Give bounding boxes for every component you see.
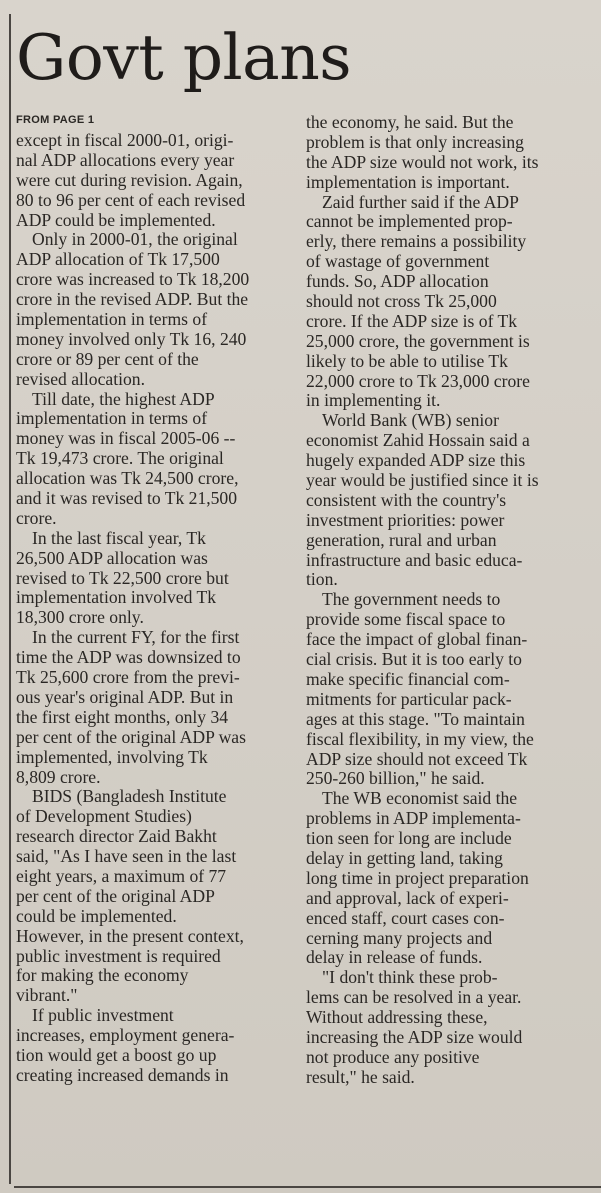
- text-line: face the impact of global finan-: [306, 629, 528, 650]
- text-line: provide some fiscal space to: [306, 609, 506, 630]
- text-line: year would be justified since it is: [306, 470, 539, 491]
- text-line: 22,000 crore to Tk 23,000 crore: [306, 370, 530, 391]
- text-line: the ADP size would not work, its: [306, 151, 539, 172]
- text-line: of wastage of government: [306, 251, 490, 272]
- text-line: BIDS (Bangladesh Institute: [32, 786, 227, 807]
- text-line: per cent of the original ADP: [16, 885, 215, 906]
- text-line: mitments for particular pack-: [306, 688, 512, 709]
- text-line: problem is that only increasing: [306, 131, 524, 152]
- text-line: result," he said.: [306, 1066, 415, 1087]
- text-line: fiscal flexibility, in my view, the: [306, 728, 534, 749]
- text-line: ADP allocation of Tk 17,500: [16, 249, 220, 270]
- text-line: could be implemented.: [16, 905, 177, 926]
- text-line: infrastructure and basic educa-: [306, 549, 523, 570]
- text-line: The WB economist said the: [322, 788, 518, 809]
- text-line: problems in ADP implementa-: [306, 808, 521, 829]
- text-line: 250-260 billion," he said.: [306, 768, 485, 789]
- text-line: In the current FY, for the first: [32, 627, 240, 648]
- text-line: of Development Studies): [16, 806, 192, 827]
- text-line: per cent of the original ADP was: [16, 726, 246, 747]
- kicker-from-page: FROM PAGE 1: [16, 114, 95, 126]
- text-line: make specific financial com-: [306, 668, 510, 689]
- text-line: delay in getting land, taking: [306, 847, 503, 868]
- text-line: implementation in terms of: [16, 309, 208, 330]
- text-line: and approval, lack of experi-: [306, 887, 509, 908]
- text-line: 80 to 96 per cent of each revised: [16, 189, 246, 210]
- text-line: 25,000 crore, the government is: [306, 330, 530, 351]
- text-line: in implementing it.: [306, 390, 441, 411]
- text-line: hugely expanded ADP size this: [306, 450, 526, 471]
- text-line: The government needs to: [322, 589, 501, 610]
- text-line: implementation involved Tk: [16, 587, 217, 608]
- text-line: tion seen for long are include: [306, 828, 512, 849]
- text-line: the first eight months, only 34: [16, 706, 229, 727]
- text-line: generation, rural and urban: [306, 529, 497, 550]
- text-line: Only in 2000-01, the original: [32, 229, 238, 250]
- text-line: implementation in terms of: [16, 408, 208, 429]
- text-line: crore. If the ADP size is of Tk: [306, 310, 518, 331]
- text-line: cerning many projects and: [306, 927, 493, 948]
- text-line: cial crisis. But it is too early to: [306, 649, 522, 670]
- text-line: 18,300 crore only.: [16, 607, 144, 628]
- text-line: ADP size should not exceed Tk: [306, 748, 528, 769]
- text-line: crore or 89 per cent of the: [16, 348, 199, 369]
- text-line: In the last fiscal year, Tk: [32, 527, 206, 548]
- text-line: World Bank (WB) senior: [322, 410, 499, 431]
- text-line: ages at this stage. "To maintain: [306, 708, 525, 729]
- text-line: 26,500 ADP allocation was: [16, 547, 208, 568]
- text-line: lems can be resolved in a year.: [306, 987, 522, 1008]
- text-line: nal ADP allocations every year: [16, 149, 235, 170]
- text-line: allocation was Tk 24,500 crore,: [16, 468, 239, 489]
- text-line: economist Zahid Hossain said a: [306, 430, 530, 451]
- text-line: Without addressing these,: [306, 1007, 488, 1028]
- text-line: and it was revised to Tk 21,500: [16, 488, 238, 509]
- text-line: implemented, involving Tk: [16, 746, 208, 767]
- bottom-rule: [14, 1186, 601, 1188]
- text-line: crore.: [16, 507, 57, 528]
- text-line: "I don't think these prob-: [322, 967, 498, 988]
- text-line: increases, employment genera-: [16, 1025, 235, 1046]
- article-column-left: [16, 113, 288, 1086]
- text-line: crore in the revised ADP. But the: [16, 289, 249, 310]
- text-line: enced staff, court cases con-: [306, 907, 505, 928]
- text-line: revised to Tk 22,500 crore but: [16, 567, 229, 588]
- text-line: ous year's original ADP. But in: [16, 686, 234, 707]
- text-line: If public investment: [32, 1005, 174, 1026]
- text-line: tion would get a boost go up: [16, 1044, 217, 1065]
- text-line: cannot be implemented prop-: [306, 211, 513, 232]
- text-line: public investment is required: [16, 945, 221, 966]
- text-line: 8,809 crore.: [16, 766, 101, 787]
- text-line: should not cross Tk 25,000: [306, 291, 497, 312]
- column-rule-left: [9, 14, 11, 1184]
- text-line: Tk 19,473 crore. The original: [16, 448, 224, 469]
- text-line: likely to be able to utilise Tk: [306, 350, 508, 371]
- text-line: erly, there remains a possibility: [306, 231, 527, 252]
- text-line: However, in the present context,: [16, 925, 244, 946]
- text-line: investment priorities: power: [306, 509, 505, 530]
- text-line: revised allocation.: [16, 368, 145, 389]
- text-line: time the ADP was downsized to: [16, 647, 241, 668]
- text-line: long time in project preparation: [306, 867, 529, 888]
- text-line: Till date, the highest ADP: [32, 388, 215, 409]
- text-line: money was in fiscal 2005-06 --: [16, 428, 236, 449]
- text-line: implementation is important.: [306, 171, 510, 192]
- article-column-right: [306, 113, 576, 1088]
- text-line: crore was increased to Tk 18,200: [16, 269, 250, 290]
- text-line: funds. So, ADP allocation: [306, 271, 489, 292]
- text-line: research director Zaid Bakht: [16, 826, 217, 847]
- text-line: money involved only Tk 16, 240: [16, 328, 247, 349]
- text-line: the economy, he said. But the: [306, 112, 514, 132]
- text-line: except in fiscal 2000-01, origi-: [16, 130, 234, 150]
- text-line: vibrant.": [16, 985, 78, 1006]
- text-line: for making the economy: [16, 965, 189, 986]
- headline: Govt plans: [16, 21, 352, 94]
- text-line: tion.: [306, 569, 338, 590]
- text-line: Zaid further said if the ADP: [322, 191, 519, 212]
- text-line: ADP could be implemented.: [16, 209, 216, 230]
- text-line: increasing the ADP size would: [306, 1026, 523, 1047]
- text-line: eight years, a maximum of 77: [16, 865, 227, 886]
- text-line: not produce any positive: [306, 1046, 480, 1067]
- text-line: consistent with the country's: [306, 489, 507, 510]
- text-line: creating increased demands in: [16, 1064, 229, 1085]
- text-line: delay in release of funds.: [306, 947, 483, 968]
- text-line: said, "As I have seen in the last: [16, 846, 237, 867]
- text-line: were cut during revision. Again,: [16, 169, 243, 190]
- text-line: Tk 25,600 crore from the previ-: [16, 667, 240, 688]
